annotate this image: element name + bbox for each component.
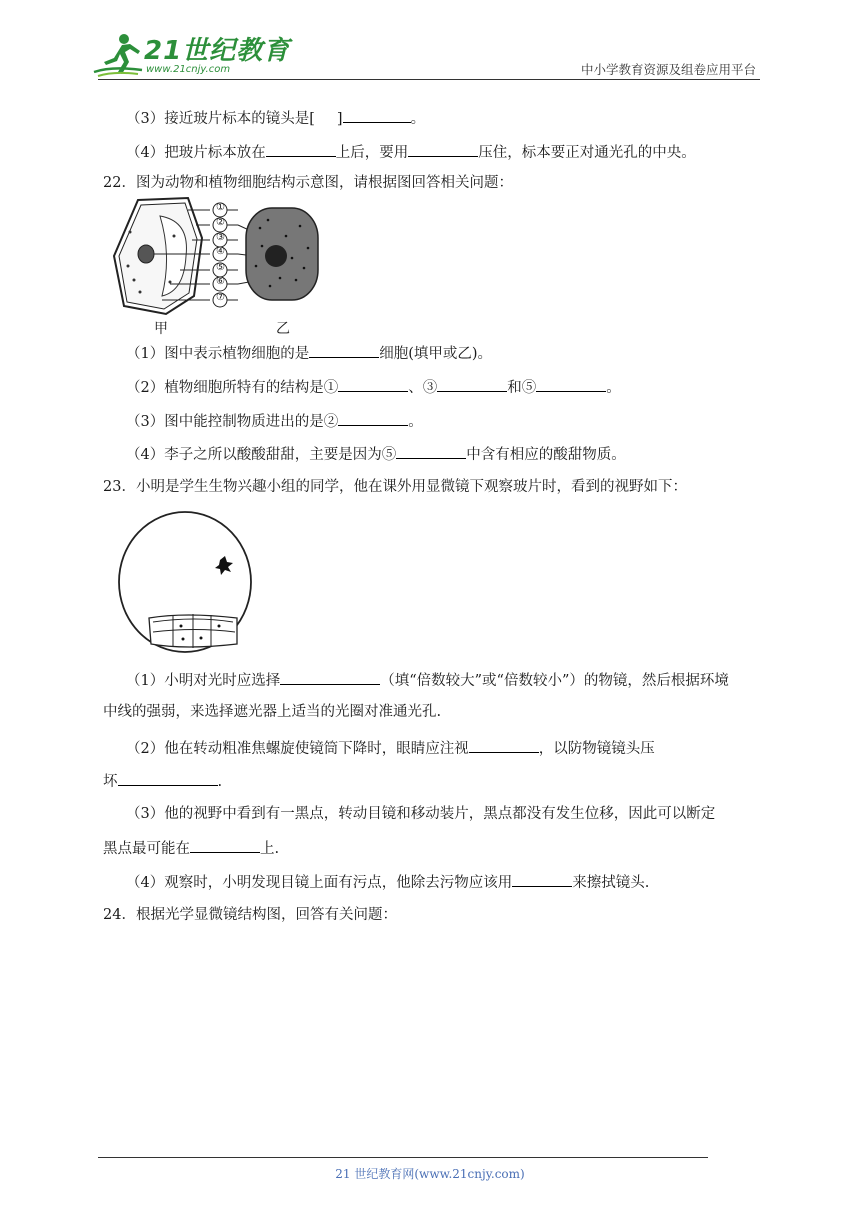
page-header: [0, 0, 860, 90]
q21-part4: （4）把玻片标本放在 上后，要用 压住，标本要正对通光孔的中央。: [126, 141, 696, 163]
cell-diagram-icon: [110, 196, 340, 338]
answer-blank[interactable]: [469, 737, 539, 753]
figure-label-1: ①: [216, 202, 225, 213]
q22-part1: （1）图中表示植物细胞的是 细胞(填甲或乙)。: [126, 342, 492, 364]
q22-part2: （2）植物细胞所特有的结构是① 、③ 和⑤ 。: [126, 376, 621, 398]
answer-blank[interactable]: [309, 342, 379, 358]
q23-part1-line1: （1）小明对光时应选择 （填“倍数较大”或“倍数较小”）的物镜，然后根据环境: [126, 669, 729, 691]
logo-url: www.21cnjy.com: [146, 64, 231, 75]
q23-part2-line2: 坏 .: [103, 770, 222, 792]
figure-label-7: ⑦: [216, 292, 225, 303]
caption-plant-cell: 甲: [154, 321, 168, 337]
microscope-view-figure: [115, 508, 255, 656]
q23-part3-line1: （3）他的视野中看到有一黑点，转动目镜和移动装片，黑点都没有发生位移，因此可以断定: [126, 806, 716, 822]
answer-blank[interactable]: [343, 107, 411, 123]
answer-blank[interactable]: [190, 837, 260, 853]
answer-blank[interactable]: [280, 669, 380, 685]
q23-part2-line1: （2）他在转动粗准焦螺旋使镜筒下降时，眼睛应注视 ，以防物镜镜头压: [126, 737, 655, 759]
figure-label-2: ②: [216, 217, 225, 228]
logo-text: 21世纪教育: [144, 36, 291, 66]
platform-name: 中小学教育资源及组卷应用平台: [580, 62, 756, 77]
caption-animal-cell: 乙: [276, 321, 290, 337]
figure-label-4: ④: [216, 246, 225, 257]
answer-blank[interactable]: [512, 871, 572, 887]
footer-divider: [98, 1157, 708, 1158]
microscope-field-icon: [115, 508, 255, 656]
figure-label-3: ③: [216, 232, 225, 243]
answer-blank[interactable]: [396, 443, 466, 459]
q22-part4: （4）李子之所以酸酸甜甜，主要是因为⑤ 中含有相应的酸甜物质。: [126, 443, 626, 465]
q23-part4: （4）观察时，小明发现目镜上面有污点，他除去污物应该用 来擦拭镜头.: [126, 871, 649, 893]
q23-part3-line2: 黑点最可能在 上.: [103, 837, 279, 859]
answer-blank[interactable]: [437, 376, 507, 392]
answer-blank[interactable]: [408, 141, 478, 157]
runner-logo-icon: [92, 32, 146, 78]
figure-label-5: ⑤: [216, 262, 225, 273]
figure-label-6: ⑥: [216, 276, 225, 287]
answer-blank[interactable]: [266, 141, 336, 157]
q21-part3: （3）接近玻片标本的镜头是[ ] 。: [126, 107, 425, 129]
header-divider: [98, 79, 760, 80]
answer-blank[interactable]: [338, 410, 408, 426]
q22-stem: 22．图为动物和植物细胞结构示意图，请根据图回答相关问题：: [103, 175, 513, 191]
answer-blank[interactable]: [536, 376, 606, 392]
q24-stem: 24．根据光学显微镜结构图，回答有关问题：: [103, 907, 397, 923]
q23-stem: 23．小明是学生生物兴趣小组的同学，他在课外用显微镜下观察玻片时，看到的视野如下：: [103, 479, 687, 495]
q22-part3: （3）图中能控制物质进出的是② 。: [126, 410, 423, 432]
cell-structure-figure: [110, 196, 340, 338]
answer-blank[interactable]: [338, 376, 408, 392]
answer-blank[interactable]: [118, 770, 218, 786]
page-footer: 21 世纪教育网(www.21cnjy.com): [335, 1167, 525, 1181]
logo: [92, 30, 291, 80]
q23-part1-line2: 中线的强弱，来选择遮光器上适当的光圈对准通光孔.: [103, 704, 442, 720]
